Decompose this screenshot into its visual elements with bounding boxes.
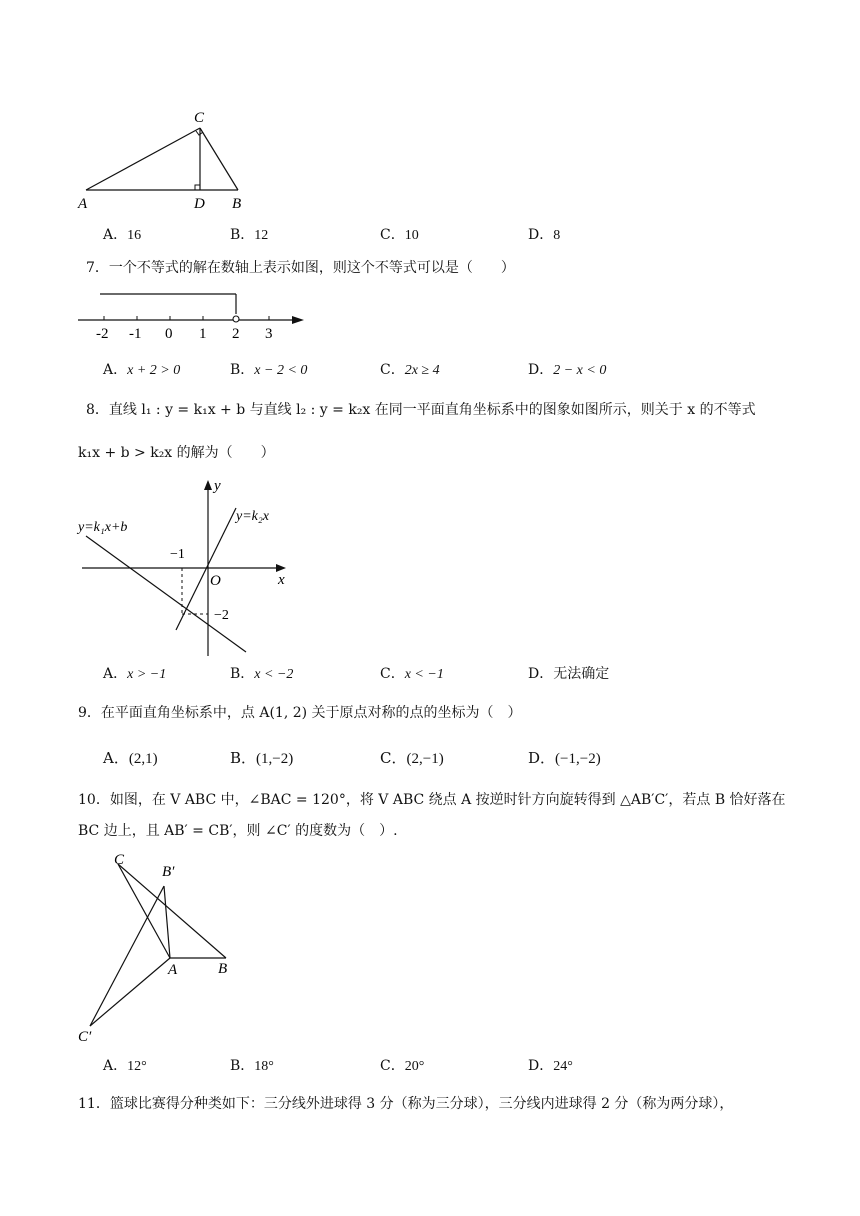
option-text: 无法确定 xyxy=(553,666,610,682)
q10-label-c-prime: C′ xyxy=(78,1029,92,1045)
option-letter: A． xyxy=(103,227,128,243)
q6-option-d[interactable] xyxy=(528,225,560,246)
q6-option-b[interactable] xyxy=(230,225,268,246)
q7-option-a[interactable] xyxy=(103,360,180,381)
q8-stem-line2: k₁x + b > k₂x 的解为（ ） xyxy=(78,445,275,461)
tick-label: 0 xyxy=(165,326,173,342)
option-text: x < −2 xyxy=(254,667,294,682)
option-letter: D． xyxy=(528,1058,554,1074)
tick-label: 1 xyxy=(199,326,207,342)
option-text: x + 2 > 0 xyxy=(127,363,181,378)
option-text: 12° xyxy=(127,1059,147,1074)
option-text: 24° xyxy=(553,1059,573,1074)
option-text: 16 xyxy=(127,228,142,243)
q8-line1-label: y=k₁x+b xyxy=(78,520,128,535)
q10-option-d[interactable] xyxy=(528,1056,573,1077)
q10-option-a[interactable] xyxy=(103,1056,147,1077)
option-letter: D． xyxy=(528,362,554,378)
q6-triangle-figure xyxy=(70,104,260,214)
q7-option-d[interactable] xyxy=(528,360,606,381)
q7-option-b[interactable] xyxy=(230,360,307,381)
option-letter: A． xyxy=(103,749,129,767)
q10-stem-line1: 10．如图，在 V ABC 中，∠BAC = 120°，将 V ABC 绕点 A 按逆时针方向旋转得到 △AB′C′，若点 B 恰好落在 xyxy=(78,792,786,808)
option-letter: D． xyxy=(528,749,556,767)
q9-option-b[interactable] xyxy=(230,748,293,769)
q8-mark-x-label: −1 xyxy=(170,547,185,562)
option-text: 18° xyxy=(254,1059,274,1074)
q7-number-line xyxy=(74,286,314,344)
q10-option-b[interactable] xyxy=(230,1056,274,1077)
q9-option-a[interactable] xyxy=(103,748,158,769)
q8-axis-x-label: x xyxy=(278,572,285,588)
option-letter: C． xyxy=(380,749,407,767)
option-text: 20° xyxy=(404,1059,425,1074)
q9-stem: 9．在平面直角坐标系中，点 A(1, 2) 关于原点对称的点的坐标为（ ） xyxy=(78,705,522,721)
q10-stem-line2: BC 边上，且 AB′ = CB′，则 ∠C′ 的度数为（ ）. xyxy=(78,823,398,839)
option-letter: C． xyxy=(380,666,405,682)
q8-line2-label: y=k₂x xyxy=(236,509,269,524)
option-letter: A． xyxy=(103,1058,128,1074)
option-letter: B． xyxy=(230,749,257,767)
tick-label: -1 xyxy=(129,326,142,342)
q6-option-c[interactable] xyxy=(380,225,419,246)
q8-option-a[interactable] xyxy=(103,664,166,685)
q6-label-c: C xyxy=(194,110,205,126)
q8-option-b[interactable] xyxy=(230,664,293,685)
q8-stem-line1: 8．直线 l₁ : y = k₁x + b 与直线 l₂ : y = k₂x 在同一平面直角坐标系中的图象如图所示，则关于 x 的不等式 xyxy=(86,402,756,418)
q6-label-b: B xyxy=(232,196,242,212)
q6-label-d: D xyxy=(194,196,205,212)
q8-coordinate-figure xyxy=(74,474,314,664)
tick-label: 2 xyxy=(232,326,240,342)
option-text: (2,1) xyxy=(128,751,158,767)
q9-option-d[interactable] xyxy=(528,748,601,769)
q10-label-c: C xyxy=(114,852,125,868)
tick-label: 3 xyxy=(265,326,273,342)
option-text: 12 xyxy=(254,228,269,243)
option-text: 10 xyxy=(404,228,419,243)
q8-origin-label: O xyxy=(210,573,221,589)
q7-stem: 7．一个不等式的解在数轴上表示如图，则这个不等式可以是（ ） xyxy=(86,260,515,276)
option-text: 8 xyxy=(553,228,561,243)
option-letter: D． xyxy=(528,227,554,243)
q9-option-c[interactable] xyxy=(380,748,444,769)
option-letter: C． xyxy=(380,227,405,243)
option-letter: C． xyxy=(380,1058,405,1074)
option-text: (1,−2) xyxy=(256,751,294,767)
option-text: x − 2 < 0 xyxy=(254,363,308,378)
q10-label-b-prime: B′ xyxy=(162,864,175,880)
tick-label: -2 xyxy=(96,326,109,342)
option-letter: D． xyxy=(528,666,554,682)
q6-label-a: A xyxy=(78,196,88,212)
option-text: x > −1 xyxy=(127,667,167,682)
q7-option-c[interactable] xyxy=(380,360,440,381)
option-text: (2,−1) xyxy=(406,751,444,767)
option-letter: B． xyxy=(230,666,255,682)
option-letter: A． xyxy=(103,362,128,378)
q10-option-c[interactable] xyxy=(380,1056,424,1077)
q11-stem: 11．篮球比赛得分种类如下：三分线外进球得 3 分（称为三分球），三分线内进球得 2 分（称为两分球）， xyxy=(78,1096,734,1112)
option-letter: B． xyxy=(230,362,255,378)
q8-mark-y-label: −2 xyxy=(214,608,229,623)
q10-label-a: A xyxy=(168,962,178,978)
q6-option-a[interactable] xyxy=(103,225,141,246)
q10-rotation-figure xyxy=(74,846,244,1046)
q10-label-b: B xyxy=(218,961,228,977)
option-letter: B． xyxy=(230,1058,255,1074)
q8-option-d[interactable] xyxy=(528,664,609,684)
q8-option-c[interactable] xyxy=(380,664,444,685)
option-letter: B． xyxy=(230,227,255,243)
option-letter: C． xyxy=(380,362,405,378)
option-text: 2x ≥ 4 xyxy=(404,363,440,378)
q8-axis-y-label: y xyxy=(214,478,221,494)
option-letter: A． xyxy=(103,666,128,682)
option-text: x < −1 xyxy=(404,667,444,682)
option-text: 2 − x < 0 xyxy=(553,363,607,378)
option-text: (−1,−2) xyxy=(555,751,601,767)
